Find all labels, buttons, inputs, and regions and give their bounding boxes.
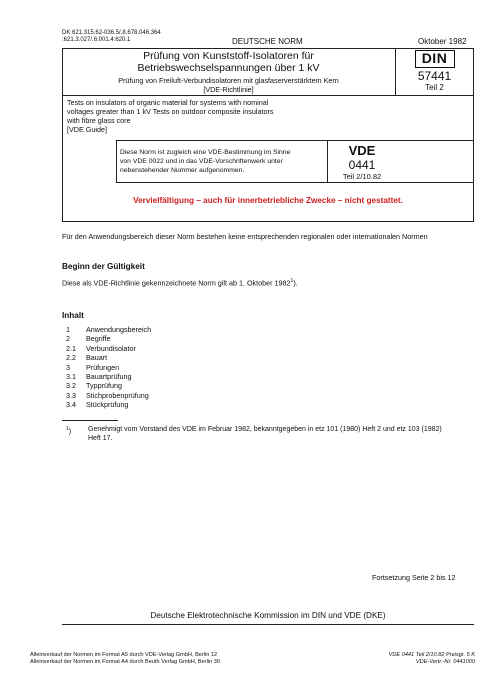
scope-note: Für den Anwendungsbereich dieser Norm bestehen keine entsprechenden regionalen oder internationalen Normen (62, 232, 428, 241)
continuation-note: Fortsetzung Seite 2 bis 12 (372, 573, 456, 582)
english-title-line-2: voltages greater than 1 kV Tests on outdoor composite insulators (67, 107, 274, 116)
dk-classification (62, 30, 161, 44)
english-title (67, 98, 367, 134)
toc-item-number: 2 (66, 334, 70, 344)
footer-right (330, 652, 475, 666)
footer-rule (62, 624, 474, 625)
copy-warning: Vervielfältigung – auch für innerbetriebliche Zwecke – nicht gestattet. (133, 196, 403, 205)
footnote-line-2: Heft 17. (88, 435, 113, 442)
title-divider (62, 95, 474, 96)
toc-item-number: 3.2 (66, 381, 76, 391)
toc-item-label: Anwendungsbereich (86, 325, 152, 334)
title-line-1: Prüfung von Kunststoff-Isolatoren für (143, 50, 314, 62)
din-logo-text: DIN (421, 50, 448, 66)
toc-item-number: 3.4 (66, 400, 76, 410)
footnote-rule (62, 420, 118, 421)
footnote-line-1: Genehmigt vom Vorstand des VDE im Februar 1982, bekanntgegeben in etz 101 (1980) Heft 2 und etz 103 (1982) (88, 426, 442, 433)
toc-item (66, 353, 366, 362)
din-box (395, 50, 474, 92)
vde-box (327, 143, 397, 181)
toc-item-number: 2.2 (66, 353, 76, 363)
vde-note-left-rule (116, 140, 117, 182)
toc-item (66, 334, 366, 343)
vde-note-bottom-rule (116, 182, 474, 183)
toc-item (66, 372, 366, 381)
vde-note-line-3: nebenstehender Nummer aufgenommen. (120, 167, 245, 174)
vde-note-line-1: Diese Norm ist zugleich eine VDE-Bestimmung im Sinne (120, 149, 291, 156)
commission-name: Deutsche Elektrotechnische Kommission im DIN und VDE (DKE) (150, 611, 386, 620)
contents-heading: Inhalt (62, 311, 84, 320)
footnote-marker-paren: ) (68, 428, 72, 436)
title-line-3: Prüfung von Freiluft-Verbundisolatoren mit glasfaserverstärktem Kern (118, 76, 339, 85)
english-title-line-1: Tests on insulators of organic material for systems with nominal (67, 98, 269, 107)
deutsche-norm-label: DEUTSCHE NORM (232, 37, 303, 46)
toc-item (66, 363, 366, 372)
toc-item-number: 2.1 (66, 343, 76, 353)
validity-heading: Beginn der Gültigkeit (62, 262, 145, 271)
title-line-4: [VDE-Richtlinie] (203, 85, 254, 94)
footer-left (30, 652, 220, 666)
toc-item-label: Stückprüfung (86, 400, 129, 410)
toc-item-label: Typprüfung (86, 381, 122, 391)
vde-note-top-rule (116, 140, 474, 141)
footnote-reference: 1 (290, 278, 294, 284)
dk-line-2: :621.3.027/.6:001.4:620.1 (62, 37, 131, 43)
toc-item-number: 1 (66, 325, 70, 334)
vde-label: VDE (348, 143, 376, 158)
toc-item (66, 400, 366, 409)
validity-text-main: Diese als VDE-Richtlinie gekennzeichnete Norm gilt ab 1. Oktober 1982 (62, 278, 291, 288)
validity-text (62, 277, 477, 287)
din-logo (415, 50, 455, 68)
title-block (62, 50, 395, 94)
title-line-2: Betriebswechselspannungen über 1 kV (137, 62, 320, 74)
footer-right-line-1: VDE 0441 Teil 2/10.82 Preisgr. 5 K (388, 652, 475, 658)
issue-date: Oktober 1982 (418, 37, 467, 46)
footnote-text (88, 425, 442, 443)
toc-item (66, 391, 366, 400)
validity-text-end: ). (293, 278, 298, 288)
vde-note (120, 148, 325, 175)
footnote-row (66, 425, 476, 443)
vde-number: 0441 (348, 158, 376, 172)
dk-line-1: DK 621.315.62-036.5/.8.678.046.364 (62, 30, 161, 36)
toc-item-label: Bauartprüfung (86, 372, 132, 382)
toc-item-label: Verbundisolator (86, 343, 136, 353)
footnote-marker (66, 425, 88, 443)
toc-item (66, 325, 366, 334)
table-of-contents (66, 325, 366, 410)
footer-left-line-1: Alleinverkauf der Normen im Format A5 durch VDE-Verlag GmbH, Berlin 12 (30, 652, 218, 658)
toc-item (66, 344, 366, 353)
english-title-line-4: [VDE Guide] (67, 125, 107, 134)
toc-item-label: Bauart (86, 353, 108, 363)
din-number: 57441 (417, 69, 452, 83)
toc-item-label: Prüfungen (86, 362, 120, 372)
toc-item (66, 381, 366, 390)
footer-right-line-2: VDE-Vertr.-Nr. 0441000 (415, 659, 475, 665)
toc-item-label: Begriffe (86, 334, 111, 344)
footnote (66, 425, 476, 443)
footnote-marker-number: 1 (66, 426, 69, 432)
vde-part: Teil 2/10.82 (342, 172, 382, 181)
toc-item-number: 3 (66, 362, 70, 372)
din-part: Teil 2 (425, 83, 444, 92)
footer-left-line-2: Alleinverkauf der Normen im Format A4 durch Beuth Verlag GmbH, Berlin 30 (30, 659, 220, 665)
toc-item-number: 3.3 (66, 390, 76, 400)
toc-item-number: 3.1 (66, 372, 76, 382)
english-title-line-3: with fibre glass core (67, 116, 131, 125)
vde-note-line-2: von VDE 0022 und in das VDE-Vorschriftenwerk unter (120, 158, 283, 165)
toc-item-label: Stichprobenprüfung (86, 390, 149, 400)
